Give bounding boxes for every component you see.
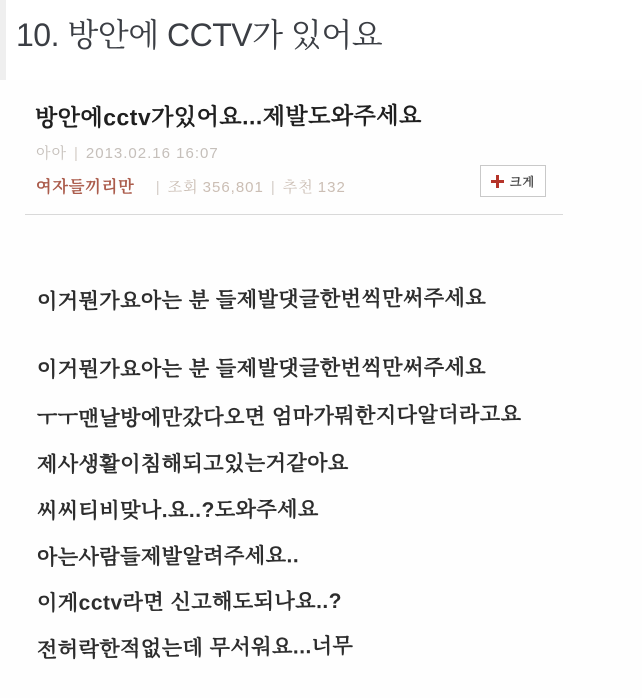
meta-separator: |	[155, 179, 161, 196]
likes-value: 132	[317, 179, 346, 196]
post-title: 방안에cctv가있어요...제발도와주세요	[34, 102, 422, 131]
post-body-line: 아는사람들제발알려주세요..	[36, 544, 300, 570]
plus-icon	[491, 175, 504, 188]
views-value: 356,801	[202, 179, 264, 196]
post-meta-author-row	[36, 142, 219, 163]
board-name-link[interactable]: 여자들끼리만	[36, 179, 135, 196]
post-body-line: 씨씨티비맞나.요..?도와주세요	[36, 498, 319, 524]
views-label: 조회	[167, 179, 199, 196]
enlarge-button-label: 크게	[509, 174, 536, 189]
post-author: 아아	[36, 145, 67, 162]
post-date: 2013.02.16 16:07	[85, 145, 219, 162]
page-title: 10. 방안에 CCTV가 있어요	[16, 17, 383, 53]
meta-separator: |	[270, 179, 276, 196]
meta-separator: |	[73, 145, 79, 162]
enlarge-button[interactable]	[480, 165, 546, 197]
likes-label: 추천	[282, 179, 314, 196]
header-divider	[25, 214, 563, 215]
forum-post-screenshot	[0, 80, 642, 698]
post-body-line: 이게cctv라면 신고해도되나요..?	[36, 589, 343, 616]
post-body-line: 제사생활이침해되고있는거같아요	[36, 451, 349, 477]
post-body-line: 이거뭔가요아는 분 들제발댓글한번씩만써주세요	[36, 286, 487, 314]
post-meta-stats-row	[36, 174, 346, 197]
post-body-line: ㅜㅜ맨날방에만갔다오면 엄마가뭐한지다알더라고요	[36, 402, 522, 432]
post-body-line: 이거뭔가요아는 분 들제발댓글한번씩만써주세요	[36, 356, 487, 382]
post-body-line: 전허락한적없는데 무서워요...너무	[36, 634, 354, 663]
